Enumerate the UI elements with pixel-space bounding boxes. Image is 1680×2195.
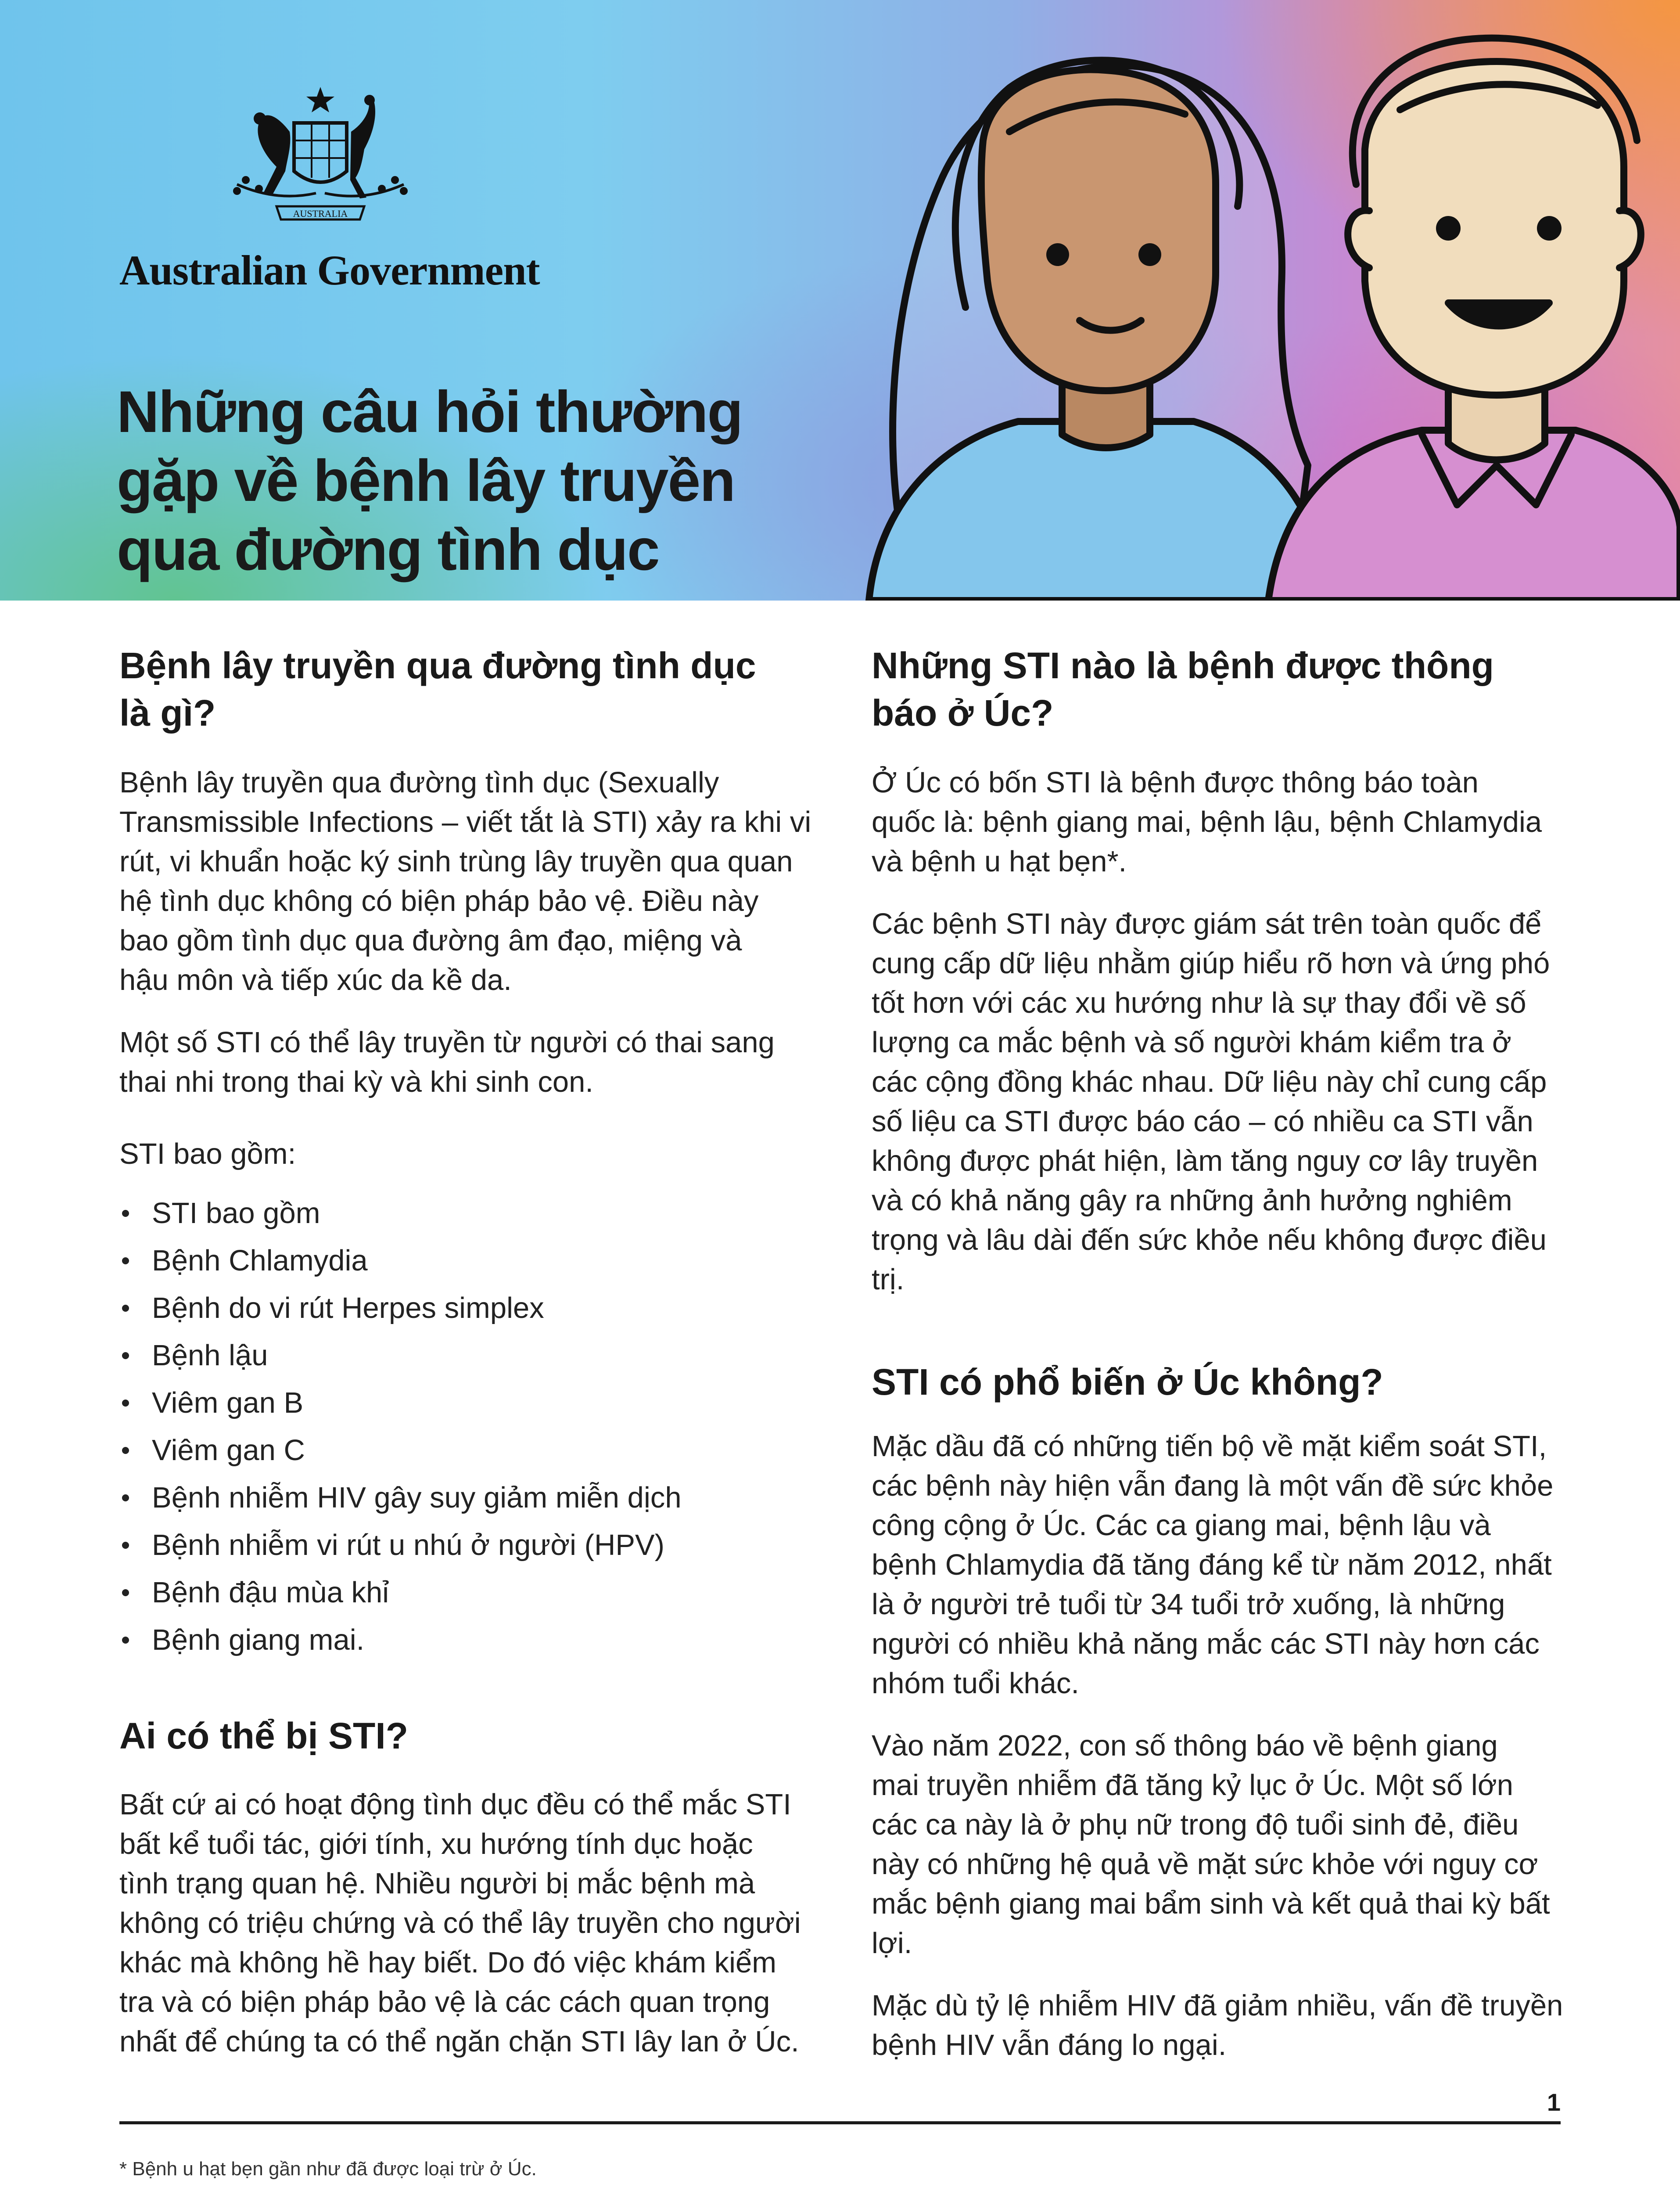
list-item: Viêm gan C bbox=[119, 1427, 682, 1474]
bullet-icon bbox=[122, 1637, 129, 1644]
list-item: Bệnh lậu bbox=[119, 1332, 682, 1379]
paragraph-surveillance: Các bệnh STI này được giám sát trên toàn quốc để cung cấp dữ liệu nhằm giúp hiểu rõ hơn và ứng phó tốt hơn với các xu hướng như là sự thay đổi về số lượng ca mắc bệnh và số người khám kiểm tra ở các cộng đồng khác nhau. Dữ liệu này chỉ cung cấp số liệu ca STI được báo cáo – có nhiều ca STI vẫn không được phát hiện, làm tăng nguy cơ lây truyền và có khả năng gây ra những ảnh hưởng nghiêm trọng và lâu dài đến sức khỏe nếu không được điều trị. bbox=[872, 907, 1550, 1296]
bullet-icon bbox=[122, 1447, 129, 1454]
sti-list bbox=[119, 1190, 682, 1664]
page-number: 1 bbox=[1547, 2088, 1561, 2116]
list-item: Bệnh đậu mùa khỉ bbox=[119, 1569, 682, 1616]
bullet-icon bbox=[122, 1542, 129, 1549]
bullet-icon bbox=[122, 1352, 129, 1359]
section-heading-what-is-sti: Bệnh lây truyền qua đường tình dục là gì? bbox=[119, 645, 756, 734]
list-item: Bệnh giang mai. bbox=[119, 1616, 682, 1664]
bullet-icon bbox=[122, 1400, 129, 1407]
list-item: Bệnh nhiễm vi rút u nhú ở người (HPV) bbox=[119, 1522, 682, 1569]
footnote: * Bệnh u hạt bẹn gần như đã được loại trừ ở Úc. bbox=[119, 2158, 537, 2180]
bullet-icon bbox=[122, 1210, 129, 1217]
paragraph-pregnancy: Một số STI có thể lây truyền từ người có thai sang thai nhi trong thai kỳ và khi sinh con. bbox=[119, 1026, 775, 1098]
paragraph-prevalence: Mặc dầu đã có những tiến bộ về mặt kiểm soát STI, các bệnh này hiện vẫn đang là một vấn đề sức khỏe công cộng ở Úc. Các ca giang mai, bệnh lậu và bệnh Chlamydia đã tăng đáng kể từ năm 2012, nhất là ở người trẻ tuổi từ 34 tuổi trở xuống, là những người có nhiều khả năng mắc các STI này hơn các nhóm tuổi khác. bbox=[872, 1430, 1554, 1700]
section-heading-common-in-australia: STI có phổ biến ở Úc không? bbox=[872, 1361, 1383, 1403]
list-intro: STI bao gồm: bbox=[119, 1137, 296, 1170]
header-banner bbox=[0, 0, 1680, 601]
bullet-icon bbox=[122, 1589, 129, 1596]
government-name: Australian Government bbox=[119, 247, 540, 294]
bullet-icon bbox=[122, 1257, 129, 1264]
footer-divider bbox=[119, 2121, 1561, 2124]
paragraph-definition: Bệnh lây truyền qua đường tình dục (Sexually Transmissible Infections – viết tắt là STI) xảy ra khi vi rút, vi khuẩn hoặc ký sinh trùng lây truyền qua quan hệ tình dục không có biện pháp bảo vệ. Điều này bao gồm tình dục qua đường âm đạo, miệng và hậu môn và tiếp xúc da kề da. bbox=[119, 766, 811, 997]
bullet-icon bbox=[122, 1494, 129, 1501]
list-item: Bệnh do vi rút Herpes simplex bbox=[119, 1285, 682, 1332]
list-item: Bệnh nhiễm HIV gây suy giảm miễn dịch bbox=[119, 1474, 682, 1522]
page-title bbox=[117, 378, 819, 584]
section-heading-notifiable-sti: Những STI nào là bệnh được thông báo ở Úc? bbox=[872, 645, 1494, 734]
bullet-icon bbox=[122, 1305, 129, 1312]
people-illustration bbox=[851, 0, 1680, 601]
list-item: STI bao gồm bbox=[119, 1190, 682, 1237]
coat-of-arms-icon bbox=[211, 83, 430, 241]
paragraph-hiv: Mặc dù tỷ lệ nhiễm HIV đã giảm nhiều, vấn đề truyền bệnh HIV vẫn đáng lo ngại. bbox=[872, 1989, 1563, 2062]
crest-scroll-text: AUSTRALIA bbox=[293, 208, 348, 219]
paragraph-notifiable: Ở Úc có bốn STI là bệnh được thông báo toàn quốc là: bệnh giang mai, bệnh lậu, bệnh Chlamydia và bệnh u hạt bẹn*. bbox=[872, 766, 1542, 878]
paragraph-who: Bất cứ ai có hoạt động tình dục đều có thể mắc STI bất kể tuổi tác, giới tính, xu hướng tính dục hoặc tình trạng quan hệ. Nhiều người bị mắc bệnh mà không có triệu chứng và có thể lây truyền cho người khác mà không hề hay biết. Do đó việc khám kiểm tra và có biện pháp bảo vệ là các cách quan trọng nhất để chúng ta có thể ngăn chặn STI lây lan ở Úc. bbox=[119, 1788, 801, 2058]
title-line: qua đường tình dục bbox=[117, 517, 659, 583]
list-item: Bệnh Chlamydia bbox=[119, 1237, 682, 1285]
title-line: Những câu hỏi thường bbox=[117, 379, 743, 445]
paragraph-syphilis-2022: Vào năm 2022, con số thông báo về bệnh giang mai truyền nhiễm đã tăng kỷ lục ở Úc. Một số lớn các ca này là ở phụ nữ trong độ tuổi sinh đẻ, điều này có những hệ quả về mặt sức khỏe với nguy cơ mắc bệnh giang mai bẩm sinh và kết quả thai kỳ bất lợi. bbox=[872, 1729, 1550, 1960]
list-item: Viêm gan B bbox=[119, 1379, 682, 1427]
section-heading-who-can-get-sti: Ai có thể bị STI? bbox=[119, 1715, 409, 1756]
title-line: gặp về bệnh lây truyền bbox=[117, 448, 735, 514]
